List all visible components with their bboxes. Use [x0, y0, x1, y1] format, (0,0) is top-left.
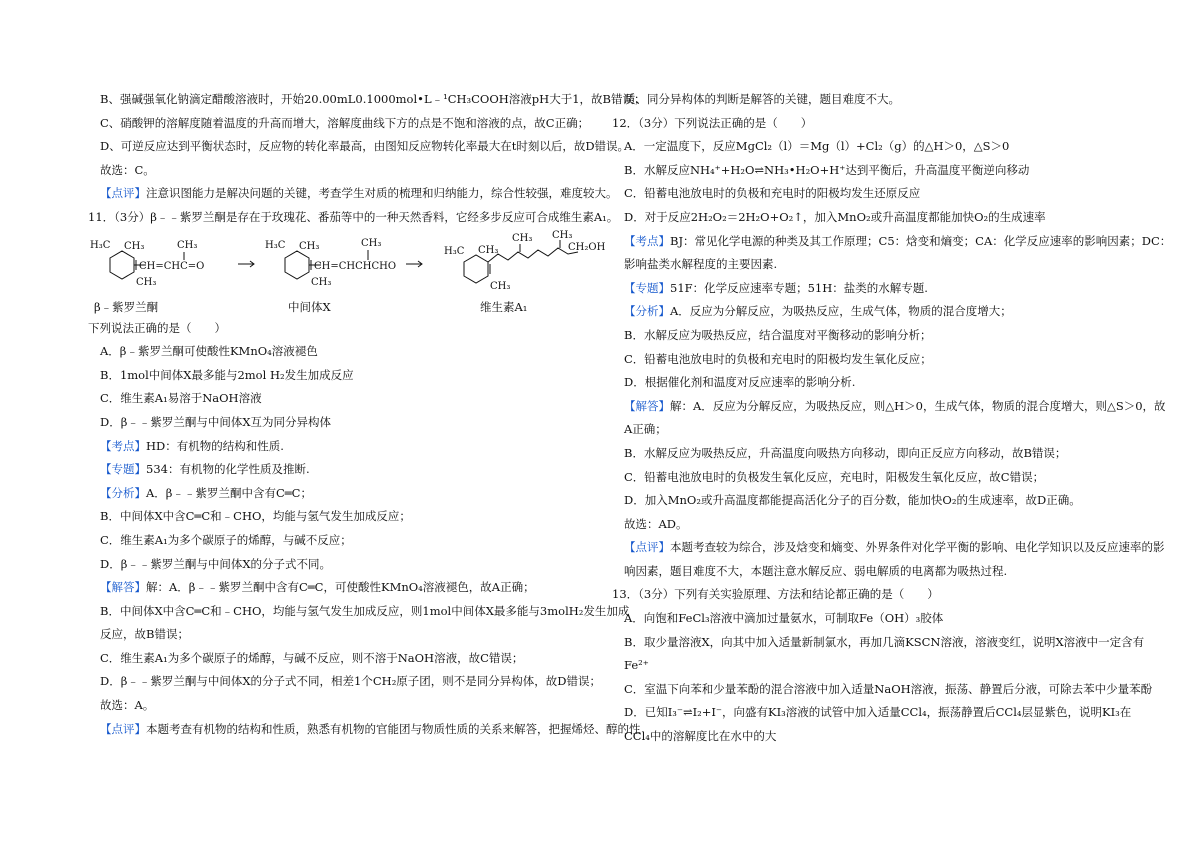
tag-line — [612, 230, 1172, 254]
figure-label-x: 中间体X — [288, 299, 331, 314]
tag-line — [612, 300, 1132, 324]
tag-line — [612, 277, 1132, 301]
text-line: C．维生素A₁为多个碳原子的烯醇，与碱不反应； — [100, 532, 352, 547]
formula-label: H₃C — [265, 239, 286, 251]
formula-label: CH₂OH — [568, 241, 606, 253]
text-line: C、硝酸钾的溶解度随着温度的升高而增大，溶解度曲线下方的点是不饱和溶液的点，故C正确； — [100, 115, 590, 130]
text-line: C．室温下向苯和少量苯酚的混合溶液中加入适量NaOH溶液，振荡、静置后分液，可除去苯中少量苯酚 — [624, 681, 1153, 696]
formula-label: CH=CHCHCHO — [314, 260, 397, 272]
text-line: D．已知I₃⁻⇌I₂+I⁻，向盛有KI₃溶液的试管中加入适量CCl₄，振荡静置后CCl₄层显紫色，说明KI₃在 — [624, 705, 1132, 720]
formula-label: CH₃ — [478, 244, 499, 256]
formula-label: CH₃ — [177, 239, 198, 251]
text-line: D．对于反应2H₂O₂＝2H₂O+O₂↑，加入MnO₂或升高温度都能加快O₂的生成速率 — [624, 209, 1046, 224]
text-line: Fe²⁺ — [624, 658, 649, 673]
text-line: D．加入MnO₂或升高温度都能提高活化分子的百分数，能加快O₂的生成速率，故D正确。 — [624, 493, 1081, 508]
text-line: 影响盐类水解程度的主要因素. — [624, 257, 778, 272]
tag-line — [88, 718, 641, 742]
formula-label: CH₃ — [136, 276, 157, 288]
section-tag: 【解答】 — [100, 580, 146, 595]
text-line: B．中间体X中含C═C和﹣CHO，均能与氢气发生加成反应； — [100, 509, 411, 524]
text-line: C．铅蓄电池放电时的负极和充电时的阳极均发生氧化反应； — [624, 351, 932, 366]
section-text: A．β﹣﹣紫罗兰酮中含有C═C； — [146, 485, 312, 500]
formula-label: H₃C — [444, 245, 465, 257]
polyene-chain — [488, 248, 578, 262]
text-line: C．维生素A₁为多个碳原子的烯醇，与碱不反应，则不溶于NaOH溶液，故C错误； — [100, 650, 524, 665]
figure-label-c: 维生素A₁ — [480, 299, 528, 314]
tag-line — [88, 576, 594, 600]
text-line: CCl₄中的溶解度比在水中的大 — [624, 729, 777, 744]
formula-label: CH₃ — [311, 276, 332, 288]
text-line: C．铅蓄电池放电时的负极和充电时的阳极均发生还原反应 — [624, 186, 921, 201]
section-text: 本题考查有机物的结构和性质，熟悉有机物的官能团与物质性质的关系来解答，把握烯烃、醇的性 — [146, 721, 641, 736]
ring-c — [464, 255, 488, 283]
tag-line — [612, 395, 1166, 419]
section-text: BJ：常见化学电源的种类及其工作原理；C5：焓变和熵变；CA：化学反应速率的影响因素；DC： — [670, 233, 1172, 248]
option-line: C．维生素A₁易溶于NaOH溶液 — [100, 391, 262, 406]
question-title: 11．（3分）β﹣﹣紫罗兰酮是存在于玫瑰花、番茄等中的一种天然香料，它经多步反应可合成维生素A₁。 — [88, 209, 619, 224]
section-text: 解：A．β﹣﹣紫罗兰酮中含有C═C，可使酸性KMnO₄溶液褪色，故A正确； — [146, 580, 535, 595]
section-tag: 【解答】 — [624, 398, 670, 413]
section-text: 本题考查较为综合，涉及焓变和熵变、外界条件对化学平衡的影响、电化学知识以及反应速率的影 — [670, 540, 1165, 555]
text-line: 下列说法正确的是（ ） — [88, 320, 226, 335]
formula-label: CH₃ — [124, 240, 145, 252]
text-line: B．取少量溶液X，向其中加入适量新制氯水，再加几滴KSCN溶液，溶液变红，说明X溶液中一定含有 — [624, 634, 1145, 649]
section-text: 注意识图能力是解决问题的关键，考查学生对质的梳理和归纳能力，综合性较强，难度较大。 — [146, 186, 618, 201]
right-column — [612, 88, 1172, 749]
text-line: B．中间体X中含C═C和﹣CHO，均能与氢气发生加成反应，则1mol中间体X最多能与3molH₂发生加成 — [100, 603, 630, 618]
tag-line — [88, 482, 594, 506]
ring-x — [285, 251, 309, 279]
text-line: D．根据催化剂和温度对反应速率的影响分析. — [624, 375, 856, 390]
section-text: 51F：化学反应速率专题；51H：盐类的水解专题. — [670, 280, 928, 295]
formula-label: H₃C — [90, 239, 111, 251]
formula-label: CH₃ — [512, 232, 533, 244]
text-line: 故选：A。 — [100, 698, 155, 713]
section-tag: 【考点】 — [624, 233, 670, 248]
formula-label: CH₃ — [361, 237, 382, 249]
text-line: B、强碱强氧化钠滴定醋酸溶液时，开始20.00mL0.1000mol•L﹣¹CH₃COOH溶液pH大于1，故B错误； — [100, 92, 646, 106]
section-tag: 【分析】 — [100, 485, 146, 500]
formula-label: CH₃ — [490, 280, 511, 292]
figure-label-a: β﹣紫罗兰酮 — [94, 299, 159, 314]
text-line: 质、同分异构体的判断是解答的关键，题目难度不大。 — [624, 92, 900, 106]
text-line: 故选：C。 — [100, 162, 155, 177]
section-tag: 【专题】 — [100, 462, 146, 477]
section-tag: 【点评】 — [100, 721, 146, 736]
section-text: A．反应为分解反应，为吸热反应，生成气体，物质的混合度增大； — [670, 304, 1012, 319]
section-text: 解：A．反应为分解反应，为吸热反应，则△H＞0，生成气体，物质的混合度增大，则△S＞0，故 — [670, 398, 1166, 413]
text-line: 反应，故B错误； — [100, 627, 189, 642]
text-line: 故选：AD。 — [624, 516, 688, 531]
text-line: 13．（3分）下列有关实验原理、方法和结论都正确的是（ ） — [612, 587, 939, 602]
option-line: B．1mol中间体X最多能与2mol H₂发生加成反应 — [100, 367, 354, 382]
formula-label: CH₃ — [552, 229, 573, 241]
section-tag: 【点评】 — [624, 540, 670, 555]
ring-a — [110, 251, 134, 279]
text-line: A正确； — [624, 422, 667, 437]
formula-label: CH₃ — [299, 240, 320, 252]
text-line: B．水解反应为吸热反应，结合温度对平衡移动的影响分析； — [624, 327, 932, 342]
tag-line — [88, 435, 594, 459]
option-line: D．β﹣﹣紫罗兰酮与中间体X互为同分异构体 — [100, 414, 332, 429]
comment-line — [88, 182, 618, 206]
text-line: B．水解反应NH₄⁺+H₂O⇌NH₃•H₂O+H⁺达到平衡后，升高温度平衡逆向移动 — [624, 162, 1030, 177]
text-line: D、可逆反应达到平衡状态时，反应物的转化率最高，由图知反应物转化率最大在t时刻以后，故D错误。 — [100, 139, 630, 154]
text-line: A．一定温度下，反应MgCl₂（l）＝Mg（l）+Cl₂（g）的△H＞0，△S＞0 — [624, 139, 1010, 154]
tag-line — [88, 458, 594, 482]
formula-label: CH=CHC=O — [139, 260, 205, 272]
reaction-figure — [88, 229, 606, 317]
tag-line — [612, 536, 1165, 560]
section-tag: 【专题】 — [624, 280, 670, 295]
section-tag: 【考点】 — [100, 438, 146, 453]
text-line: B．水解反应为吸热反应，升高温度向吸热方向移动，即向正反应方向移动，故B错误； — [624, 445, 1067, 460]
section-tag: 【分析】 — [624, 304, 670, 319]
section-tag: 【点评】 — [100, 186, 146, 201]
text-line: C．铅蓄电池放电时的负极发生氧化反应，充电时，阳极发生氧化反应，故C错误； — [624, 469, 1045, 484]
section-text: 534：有机物的化学性质及推断. — [146, 462, 310, 477]
text-line: 响因素，题目难度不大，本题注意水解反应、弱电解质的电离都为吸热过程. — [624, 563, 1008, 578]
text-line: 12．（3分）下列说法正确的是（ ） — [612, 115, 813, 130]
text-line: A．向饱和FeCl₃溶液中滴加过量氨水，可制取Fe（OH）₃胶体 — [624, 611, 944, 626]
section-text: HD：有机物的结构和性质. — [146, 438, 284, 453]
text-line: D．β﹣﹣紫罗兰酮与中间体X的分子式不同。 — [100, 556, 332, 571]
text-line: D．β﹣﹣紫罗兰酮与中间体X的分子式不同，相差1个CH₂原子团，则不是同分异构体，故D错误； — [100, 674, 602, 689]
option-line: A．β﹣紫罗兰酮可使酸性KMnO₄溶液褪色 — [100, 344, 318, 359]
